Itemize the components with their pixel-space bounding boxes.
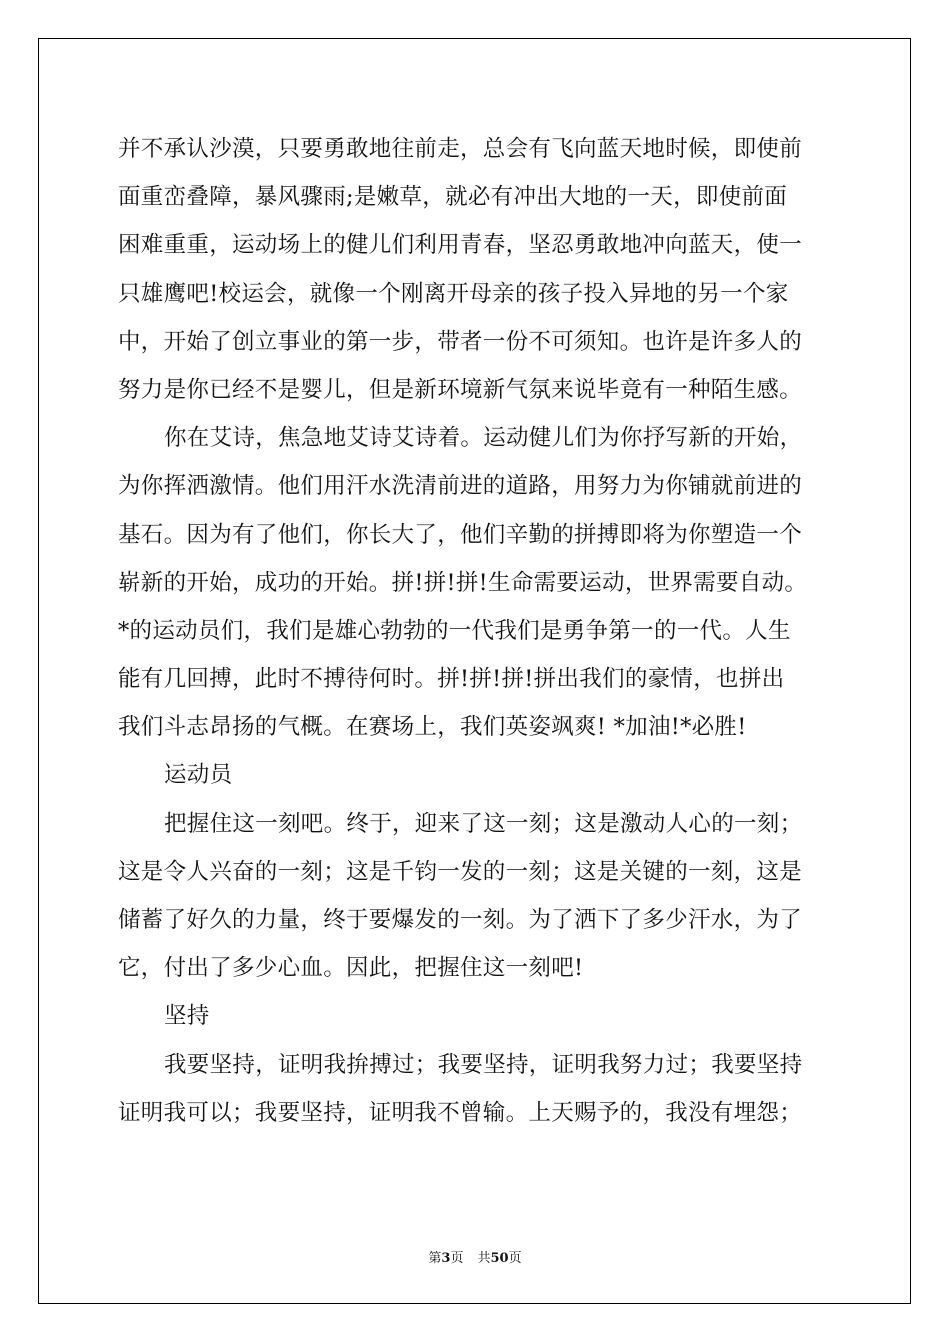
page-footer [0, 1247, 950, 1266]
text-line: 面重峦叠障，暴风骤雨;是嫩草，就必有冲出大地的一天，即使前面 [118, 184, 788, 211]
page-number-suffix: 页 [450, 1251, 464, 1266]
text-line: *的运动员们，我们是雄心勃勃的一代我们是勇争第一的一代。人生 [118, 617, 791, 644]
document-body [118, 125, 838, 1137]
text-line: 崭新的开始，成功的开始。拼!拼!拼!生命需要运动，世界需要自动。 [118, 569, 808, 596]
text-line: 我们斗志昂扬的气概。在赛场上，我们英姿飒爽! *加油!*必胜! [118, 714, 747, 741]
section-heading: 运动员 [164, 762, 233, 789]
text-line: 我要坚持，证明我拚搏过；我要坚持，证明我努力过；我要坚持 [164, 1051, 803, 1078]
text-line: 证明我可以；我要坚持，证明我不曾输。上天赐予的，我没有埋怨； [118, 1099, 803, 1126]
text-line: 储蓄了好久的力量，终于要爆发的一刻。为了洒下了多少汗水，为了 [118, 907, 803, 933]
total-pages: 50 [490, 1251, 509, 1266]
text-line: 困难重重，运动场上的健儿们利用青春，坚忍勇敢地冲向蓝天，使一 [118, 232, 803, 259]
text-line: 它，付出了多少心血。因此，把握住这一刻吧! [118, 955, 584, 982]
text-line: 把握住这一刻吧。终于，迎来了这一刻；这是激动人心的一刻； [164, 810, 803, 837]
text-line: 努力是你已经不是婴儿，但是新环境新气氛来说毕竟有一种陌生感。 [118, 376, 803, 403]
page-number: 3 [441, 1251, 451, 1266]
text-line: 并不承认沙漠，只要勇敢地往前走，总会有飞向蓝天地时候，即使前 [118, 136, 803, 162]
text-line: 这是令人兴奋的一刻；这是千钧一发的一刻；这是关键的一刻，这是 [118, 858, 803, 885]
page-number-prefix: 第 [428, 1251, 442, 1266]
total-pages-suffix: 页 [508, 1251, 522, 1266]
section-heading: 坚持 [164, 1003, 210, 1030]
total-pages-prefix: 共 [477, 1251, 491, 1266]
text-line: 中，开始了创立事业的第一步，带者一份不可须知。也许是许多人的 [118, 328, 803, 355]
text-line: 只雄鹰吧!校运会，就像一个刚离开母亲的孩子投入异地的另一个家 [118, 280, 789, 307]
text-line: 你在艾诗，焦急地艾诗艾诗着。运动健儿们为你抒写新的开始， [164, 425, 803, 452]
text-line: 为你挥洒激情。他们用汗水洗清前进的道路，用努力为你铺就前进的 [118, 473, 803, 500]
text-line: 基石。因为有了他们，你长大了，他们辛勤的拼搏即将为你塑造一个 [118, 521, 803, 548]
text-line: 能有几回搏，此时不搏待何时。拼!拼!拼!拼出我们的豪情，也拼出 [118, 666, 785, 693]
